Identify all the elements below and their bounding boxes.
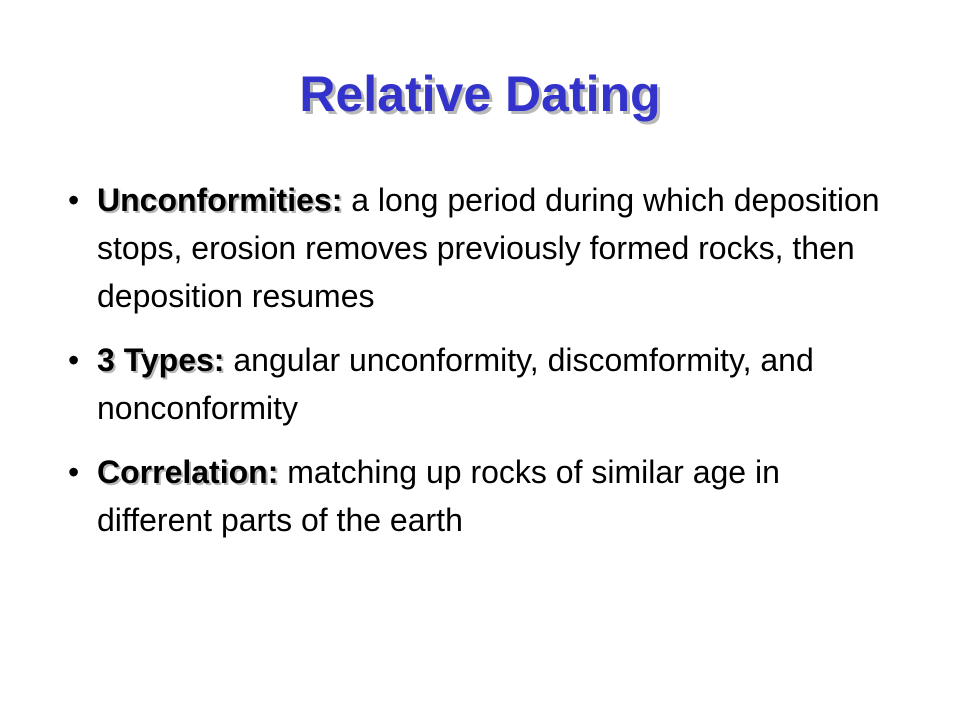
bullet-list	[68, 176, 898, 560]
bullet-marker: •	[68, 182, 80, 218]
bullet-term: 3 Types:	[97, 342, 225, 378]
bullet-unconformities	[68, 176, 898, 320]
bullet-correlation	[68, 448, 898, 544]
slide-title: Relative Dating	[299, 66, 661, 122]
bullet-text: matching up rocks of similar age in different parts of the earth	[97, 454, 780, 538]
bullet-text: a long period during which deposition stops, erosion removes previously formed rocks, then deposition resumes	[97, 182, 880, 314]
bullet-term: Unconformities:	[97, 182, 343, 218]
bullet-types	[68, 336, 898, 432]
bullet-term: Correlation:	[97, 454, 279, 490]
bullet-marker: •	[68, 454, 80, 490]
bullet-marker: •	[68, 342, 80, 378]
bullet-text: angular unconformity, discomformity, and nonconformity	[97, 342, 814, 426]
